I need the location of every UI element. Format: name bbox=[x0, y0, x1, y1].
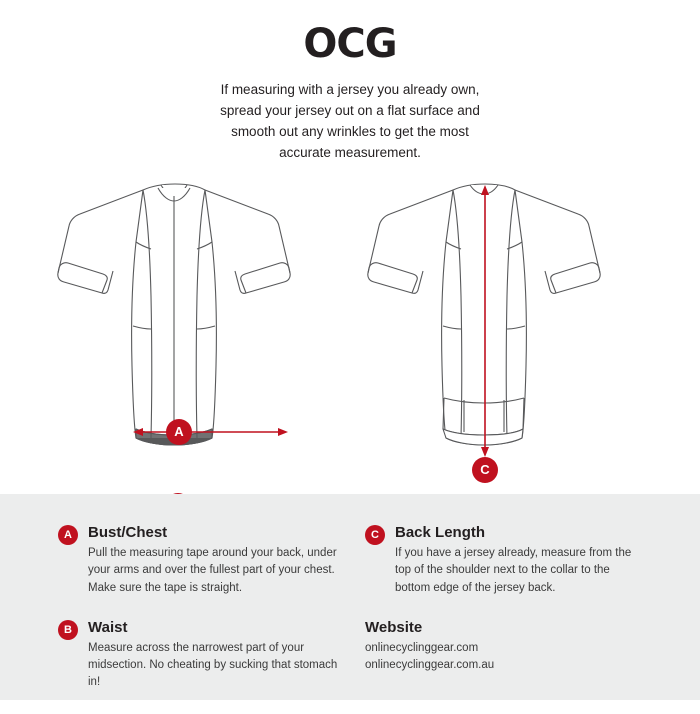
website-link-com[interactable]: onlinecyclinggear.com bbox=[365, 641, 479, 654]
jersey-diagram bbox=[0, 176, 700, 486]
header bbox=[0, 0, 700, 164]
legend-marker-b: B bbox=[58, 620, 78, 640]
jersey-illustrations bbox=[0, 176, 700, 486]
website-title: Website bbox=[365, 618, 423, 636]
back-jersey-drawing bbox=[368, 184, 600, 445]
legend-item-waist bbox=[58, 619, 353, 692]
website-link-com-au[interactable]: onlinecyclinggear.com.au bbox=[365, 659, 495, 671]
legend-title-back-length: Back Length bbox=[395, 524, 486, 541]
legend-column-left bbox=[58, 524, 353, 714]
legend-desc-waist: Measure across the narrowest part of your midsection. No cheating by sucking that stomach in! bbox=[88, 641, 338, 689]
legend-column-right bbox=[365, 524, 660, 714]
legend-desc-bust-chest: Pull the measuring tape around your back, under your arms and over the fullest part of your chest. Make sure the tape is straight. bbox=[88, 547, 337, 594]
legend-marker-c: C bbox=[365, 525, 385, 545]
legend-panel bbox=[0, 494, 700, 700]
brand-logo: OCG bbox=[303, 21, 397, 67]
legend-title-bust-chest: Bust/Chest bbox=[88, 524, 168, 541]
front-jersey-drawing bbox=[58, 184, 290, 445]
badge-c: C bbox=[472, 457, 498, 483]
intro-text: If measuring with a jersey you already own, spread your jersey out on a flat surface and smooth out any wrinkles to get the most accurate measurement. bbox=[220, 82, 480, 160]
legend-title-waist: Waist bbox=[88, 618, 128, 636]
legend-marker-a: A bbox=[58, 525, 78, 545]
website-block bbox=[365, 619, 660, 675]
badge-a: A bbox=[166, 419, 192, 445]
legend-desc-back-length: If you have a jersey already, measure from the top of the shoulder next to the collar to the bottom edge of the jersey back. bbox=[395, 547, 632, 594]
legend-item-bust-chest bbox=[58, 524, 353, 597]
legend-item-back-length bbox=[365, 524, 660, 597]
